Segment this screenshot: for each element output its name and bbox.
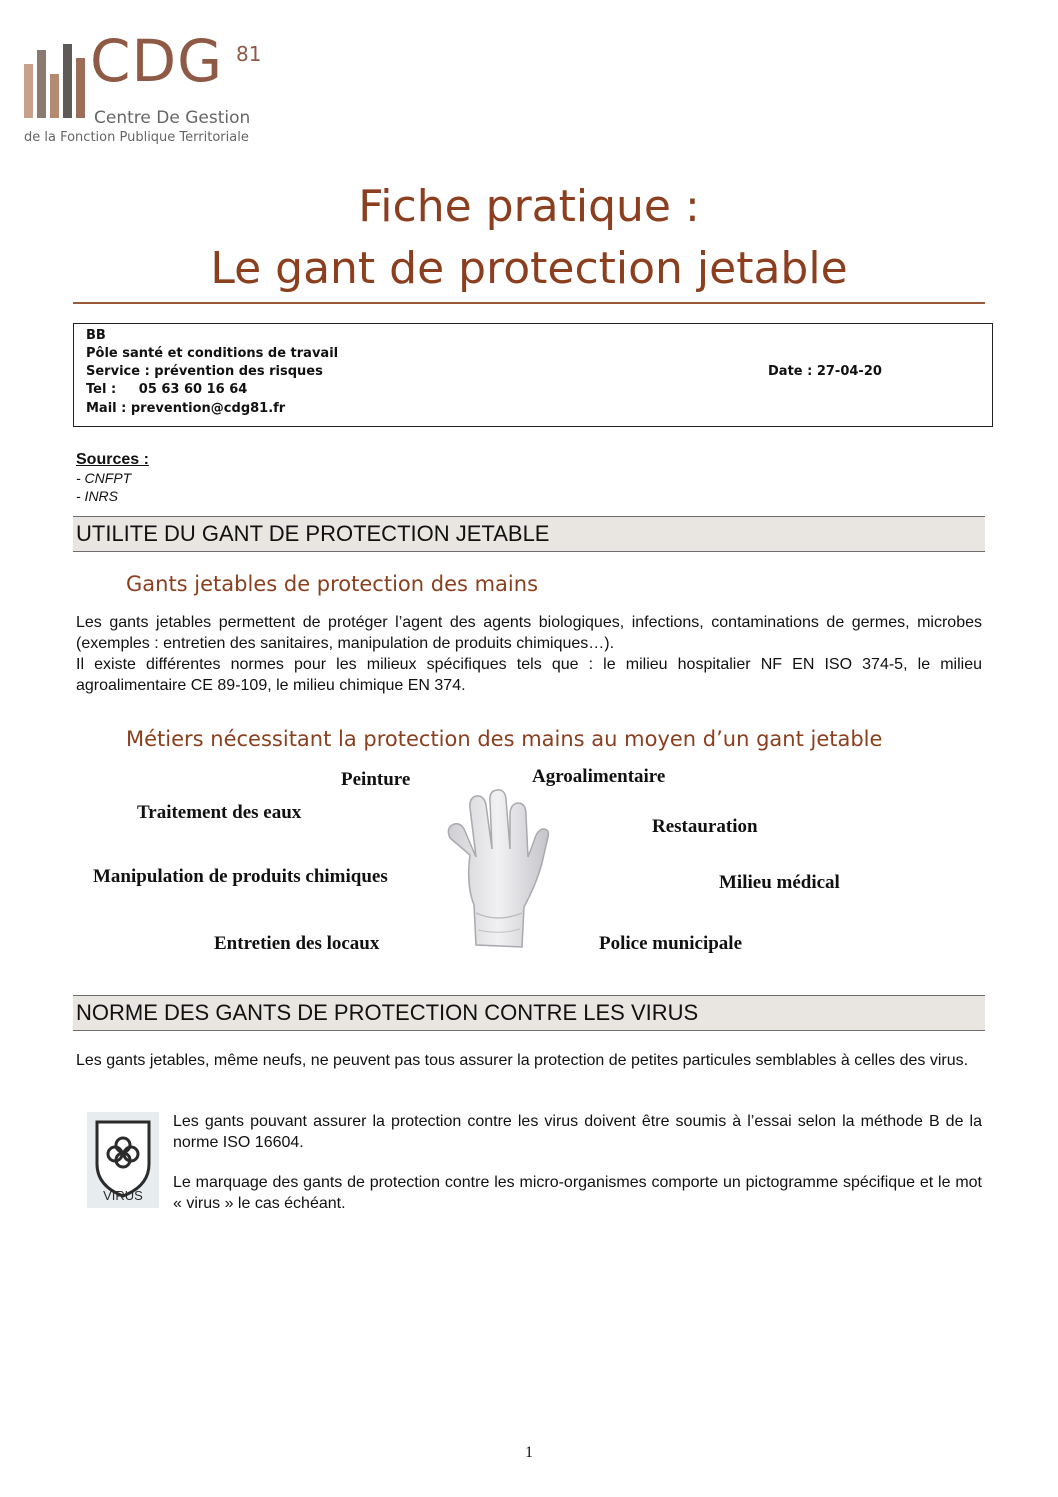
title-line1: Fiche pratique : — [358, 181, 700, 232]
virus-pictogram — [87, 1112, 159, 1208]
section-header-text: NORME DES GANTS DE PROTECTION CONTRE LES VIRUS — [76, 1000, 699, 1025]
section1-paragraphs — [76, 612, 982, 696]
paragraph: Les gants jetables permettent de protéger l’agent des agents biologiques, infections, contaminations de germes, microbes (exemples : entretien des sanitaires, manipulation de produits chimiques…). — [76, 614, 982, 652]
title-divider — [73, 302, 985, 304]
logo-bar — [24, 64, 33, 118]
info-date: Date : 27-04-20 — [768, 364, 882, 379]
logo-line2: de la Fonction Publique Territoriale — [24, 130, 249, 145]
subtitle-metiers: Métiers nécessitant la protection des mains au moyen d’un gant jetable — [126, 727, 883, 751]
title-line2: Le gant de protection jetable — [210, 243, 848, 294]
job-manipulation-chimiques: Manipulation de produits chimiques — [93, 866, 388, 887]
info-pole: Pôle santé et conditions de travail — [86, 346, 339, 361]
info-tel: Tel : 05 63 60 16 64 — [86, 382, 248, 397]
disposable-glove-image — [430, 785, 560, 950]
paragraph: Le marquage des gants de protection contre les micro-organismes comporte un pictogramme spécifique et le mot « virus » le cas échéant. — [173, 1174, 982, 1212]
source-item: - CNFPT — [76, 470, 132, 486]
sources-heading: Sources : — [76, 451, 149, 468]
cdg81-logo — [22, 27, 272, 148]
job-milieu-medical: Milieu médical — [719, 872, 840, 893]
job-restauration: Restauration — [652, 816, 758, 837]
job-peinture: Peinture — [341, 769, 411, 790]
info-mail[interactable]: Mail : prevention@cdg81.fr — [86, 401, 286, 416]
logo-bar — [50, 74, 59, 118]
logo-brand: CDG — [90, 27, 224, 95]
paragraph: Il existe différentes normes pour les milieux spécifiques tels que : le milieu hospitalier NF EN ISO 374-5, le milieu agroalimentaire CE 89-109, le milieu chimique EN 374. — [76, 656, 982, 694]
logo-bar — [63, 44, 72, 118]
section2-details — [173, 1111, 982, 1214]
section2-intro — [76, 1050, 982, 1071]
logo-bar — [37, 50, 46, 118]
info-author: BB — [86, 328, 106, 343]
biohazard-shield-icon — [87, 1112, 159, 1208]
section-header-text: UTILITE DU GANT DE PROTECTION JETABLE — [76, 521, 550, 546]
paragraph: Les gants jetables, même neufs, ne peuvent pas tous assurer la protection de petites particules semblables à celles des virus. — [76, 1052, 969, 1069]
job-police-municipale: Police municipale — [599, 933, 743, 954]
job-entretien-locaux: Entretien des locaux — [214, 933, 380, 954]
section-header-utilite — [73, 516, 985, 552]
job-agroalimentaire: Agroalimentaire — [532, 766, 666, 787]
info-service: Service : prévention des risques — [86, 364, 323, 379]
page-number: 1 — [525, 1444, 533, 1461]
virus-label: VIRUS — [103, 1188, 143, 1203]
subtitle-gants-jetables: Gants jetables de protection des mains — [126, 572, 539, 596]
logo-bar — [76, 58, 85, 118]
source-item: - INRS — [76, 488, 118, 504]
logo-line1: Centre De Gestion — [94, 108, 251, 128]
paragraph: Les gants pouvant assurer la protection contre les virus doivent être soumis à l’essai selon la méthode B de la norme ISO 16604. — [173, 1113, 982, 1151]
page-title — [0, 176, 1058, 300]
section-header-norme — [73, 995, 985, 1031]
logo-number: 81 — [236, 42, 262, 66]
glove-icon — [430, 785, 560, 950]
job-traitement-eaux: Traitement des eaux — [137, 802, 302, 823]
contact-info-box — [73, 323, 993, 427]
